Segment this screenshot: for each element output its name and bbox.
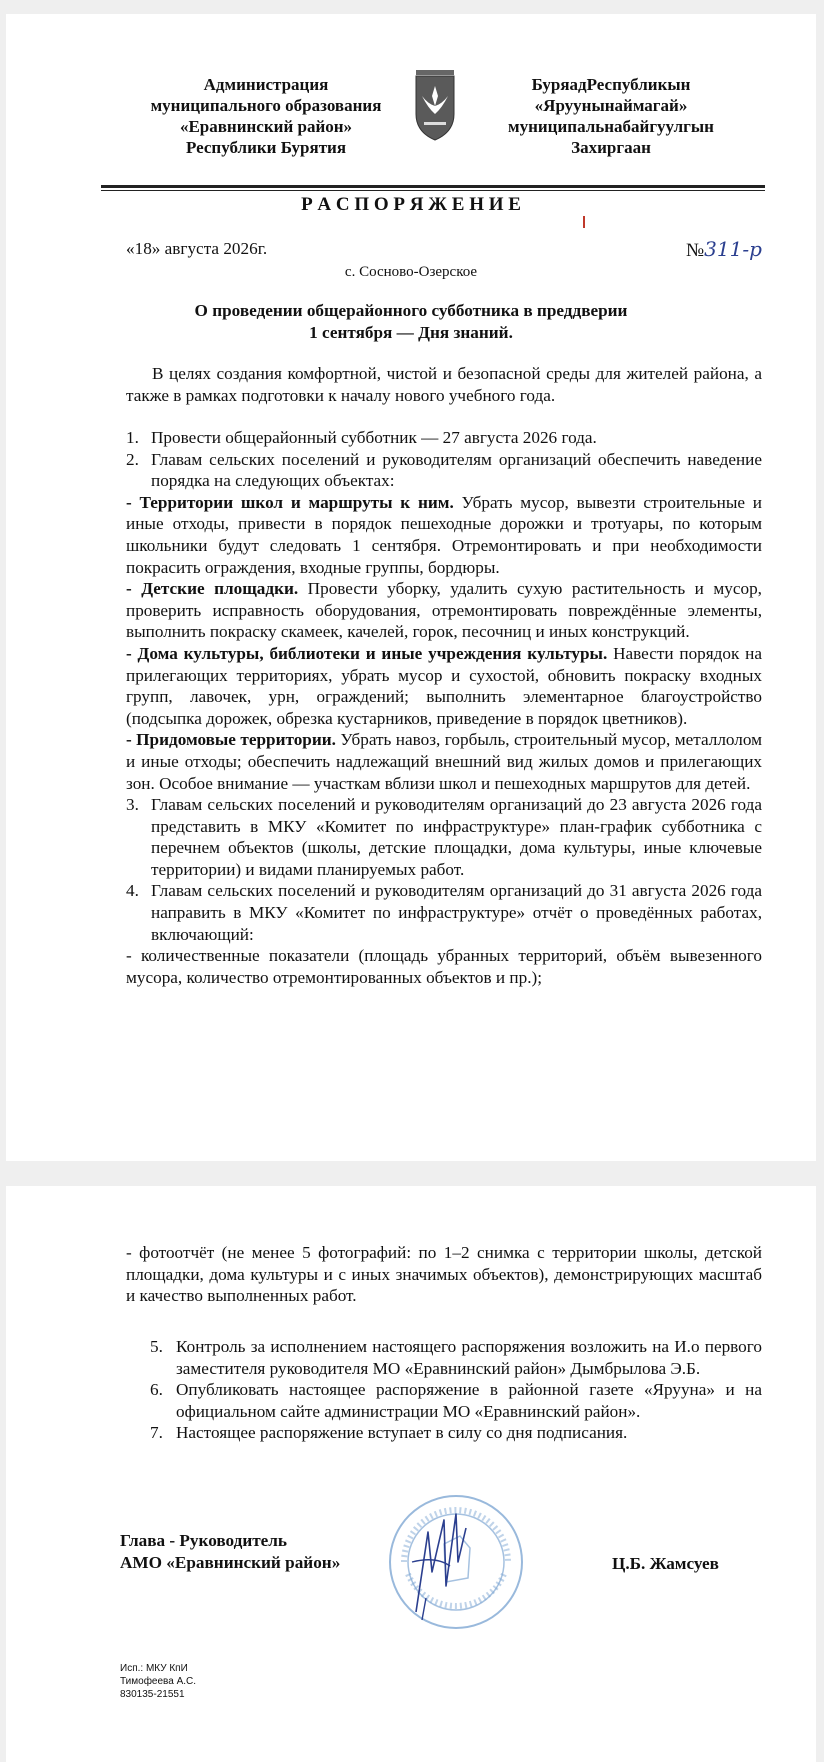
item-number: 3. [126, 795, 139, 815]
document-page-1 [6, 14, 816, 1161]
report-requirement-photo: - фотоотчёт (не менее 5 фотографий: по 1–2 снимка с территории школы, детской площадки, дома культуры и с иных значимых объектов), демонстрирующих масштаб и качество выполненных работ. [126, 1243, 762, 1306]
list-item [126, 880, 762, 945]
header-left-line: «Еравнинский район» [179, 117, 353, 136]
document-title [6, 300, 816, 344]
header-divider-thin [101, 190, 765, 191]
document-place: с. Сосново-Озерское [344, 264, 478, 280]
header-right-block [476, 74, 746, 158]
executor-info [120, 1662, 196, 1701]
document-page-2 [6, 1186, 816, 1762]
signatory-name: Ц.Б. Жамсуев [612, 1554, 719, 1573]
sub-item-text: Навести порядок на прилегающих территориях, убрать мусор и сухостой, обновить покраску входных групп, лавочек, урн, ограждений; выполнить элементарное благоустройство (подсыпка дорожек, обрезка кустарников, приведение в порядок цветников). [126, 643, 762, 728]
header-right-line: БуряадРеспубликын [531, 75, 691, 94]
list-item [150, 1379, 762, 1422]
header-left-line: Республики Бурятия [185, 138, 347, 157]
executor-line: 830135-21551 [120, 1689, 185, 1700]
item-number: 1. [126, 428, 139, 447]
list-item [150, 1336, 762, 1379]
item-text: Главам сельских поселений и руководителям организаций до 31 августа 2026 года направить в МКУ «Комитет по инфраструктуре» отчёт о проведённых работах, включающий: [151, 881, 762, 944]
document-date: «18» августа 2026г. [126, 239, 268, 258]
list-item [126, 449, 762, 492]
header-right-line: «Яруунынаймагай» [534, 96, 688, 115]
sub-item-heading: - Придомовые территории. [126, 730, 336, 750]
coat-of-arms-emblem [412, 68, 458, 142]
item-number: 2. [126, 449, 139, 469]
item-number: 6. [150, 1380, 163, 1400]
sub-item-heading: - Территории школ и маршруты к ним. [126, 492, 454, 512]
sub-item-text: Провести уборку, удалить сухую растительность и мусор, проверить исправность оборудования, отремонтировать повреждённые элементы, выполнить покраску скамеек, качелей, горок, песочниц и иных конструкций. [126, 579, 762, 642]
report-requirement: - количественные показатели (площадь убранных территорий, объём вывезенного мусора, количество отремонтированных объектов и пр.); [126, 946, 762, 987]
signatory-position [120, 1530, 340, 1574]
list-item [126, 794, 762, 880]
title-line: О проведении общерайонного субботника в преддверии [194, 301, 628, 320]
document-number [686, 237, 762, 262]
document-type: Р А С П О Р Я Ж Е Н И Е [301, 194, 521, 215]
item-text: Главам сельских поселений и руководителям организаций до 23 августа 2026 года представить в МКУ «Комитет по инфраструктуре» план-график субботника с перечнем объектов (школы, детские площадки, дома культуры, иные ключевые территории) и видами планируемых работ. [151, 795, 762, 879]
item-number: 4. [126, 881, 139, 901]
number-label: № [686, 240, 705, 261]
sub-item-playgrounds [126, 578, 762, 643]
header-left-line: муниципального образования [150, 96, 382, 115]
sub-item-culture [126, 643, 762, 729]
order-body [126, 427, 762, 988]
red-mark [583, 216, 585, 228]
item-text: Провести общерайонный субботник — 27 августа 2026 года. [151, 428, 597, 447]
list-item [150, 1422, 762, 1444]
executor-line: Исп.: МКУ КпИ [120, 1663, 188, 1674]
intro-paragraph: В целях создания комфортной, чистой и безопасной среды для жителей района, а также в рамках подготовки к началу нового учебного года. [126, 364, 762, 405]
sub-item-schools [126, 492, 762, 578]
item-text: Контроль за исполнением настоящего распоряжения возложить на И.о первого заместителя руководителя МО «Еравнинский район» Дымбрылова Э.Б. [176, 1337, 762, 1378]
header-divider-thick [101, 185, 765, 188]
item-text: Главам сельских поселений и руководителям организаций обеспечить наведение порядка на следующих объектах: [151, 449, 762, 491]
sub-item-heading: - Детские площадки. [126, 579, 299, 599]
sub-item-text: Убрать мусор, вывезти строительные и иные отходы, привести в порядок пешеходные дорожки и тротуары, по которым школьники будут следовать 1 сентября. Отремонтировать и при необходимости покрасить ограждения, входные группы, бордюры. [126, 492, 762, 577]
order-body-continued [150, 1336, 762, 1444]
sub-item-text: Убрать навоз, горбыль, строительный мусор, металлолом и иные отходы; обеспечить надлежащий внешний вид жилых домов и прилегающих зон. Особое внимание — участкам вблизи школ и пешеходных маршрутов для детей. [126, 730, 762, 793]
sub-item-heading: - Дома культуры, библиотеки и иные учреждения культуры. [126, 643, 608, 663]
header-left-block [116, 74, 416, 158]
handwritten-number: 311-р [704, 237, 762, 261]
title-line: 1 сентября — Дня знаний. [309, 323, 513, 342]
position-line: АМО «Еравнинский район» [120, 1553, 341, 1572]
header-right-line: муниципальнабайгуулгын [508, 117, 714, 136]
header-right-line: Захиргаан [571, 138, 651, 157]
position-line: Глава - Руководитель [120, 1531, 288, 1550]
handwritten-signature [406, 1502, 486, 1622]
item-text: Опубликовать настоящее распоряжение в районной газете «Ярууна» и на официальном сайте администрации МО «Еравнинский район». [176, 1380, 762, 1421]
item-number: 5. [150, 1337, 163, 1356]
item-number: 7. [150, 1423, 163, 1443]
executor-line: Тимофеева А.С. [120, 1676, 197, 1687]
list-item [126, 427, 762, 449]
sub-item-yards [126, 729, 762, 794]
item-text: Настоящее распоряжение вступает в силу со дня подписания. [176, 1423, 628, 1443]
header-left-line: Администрация [203, 75, 329, 94]
